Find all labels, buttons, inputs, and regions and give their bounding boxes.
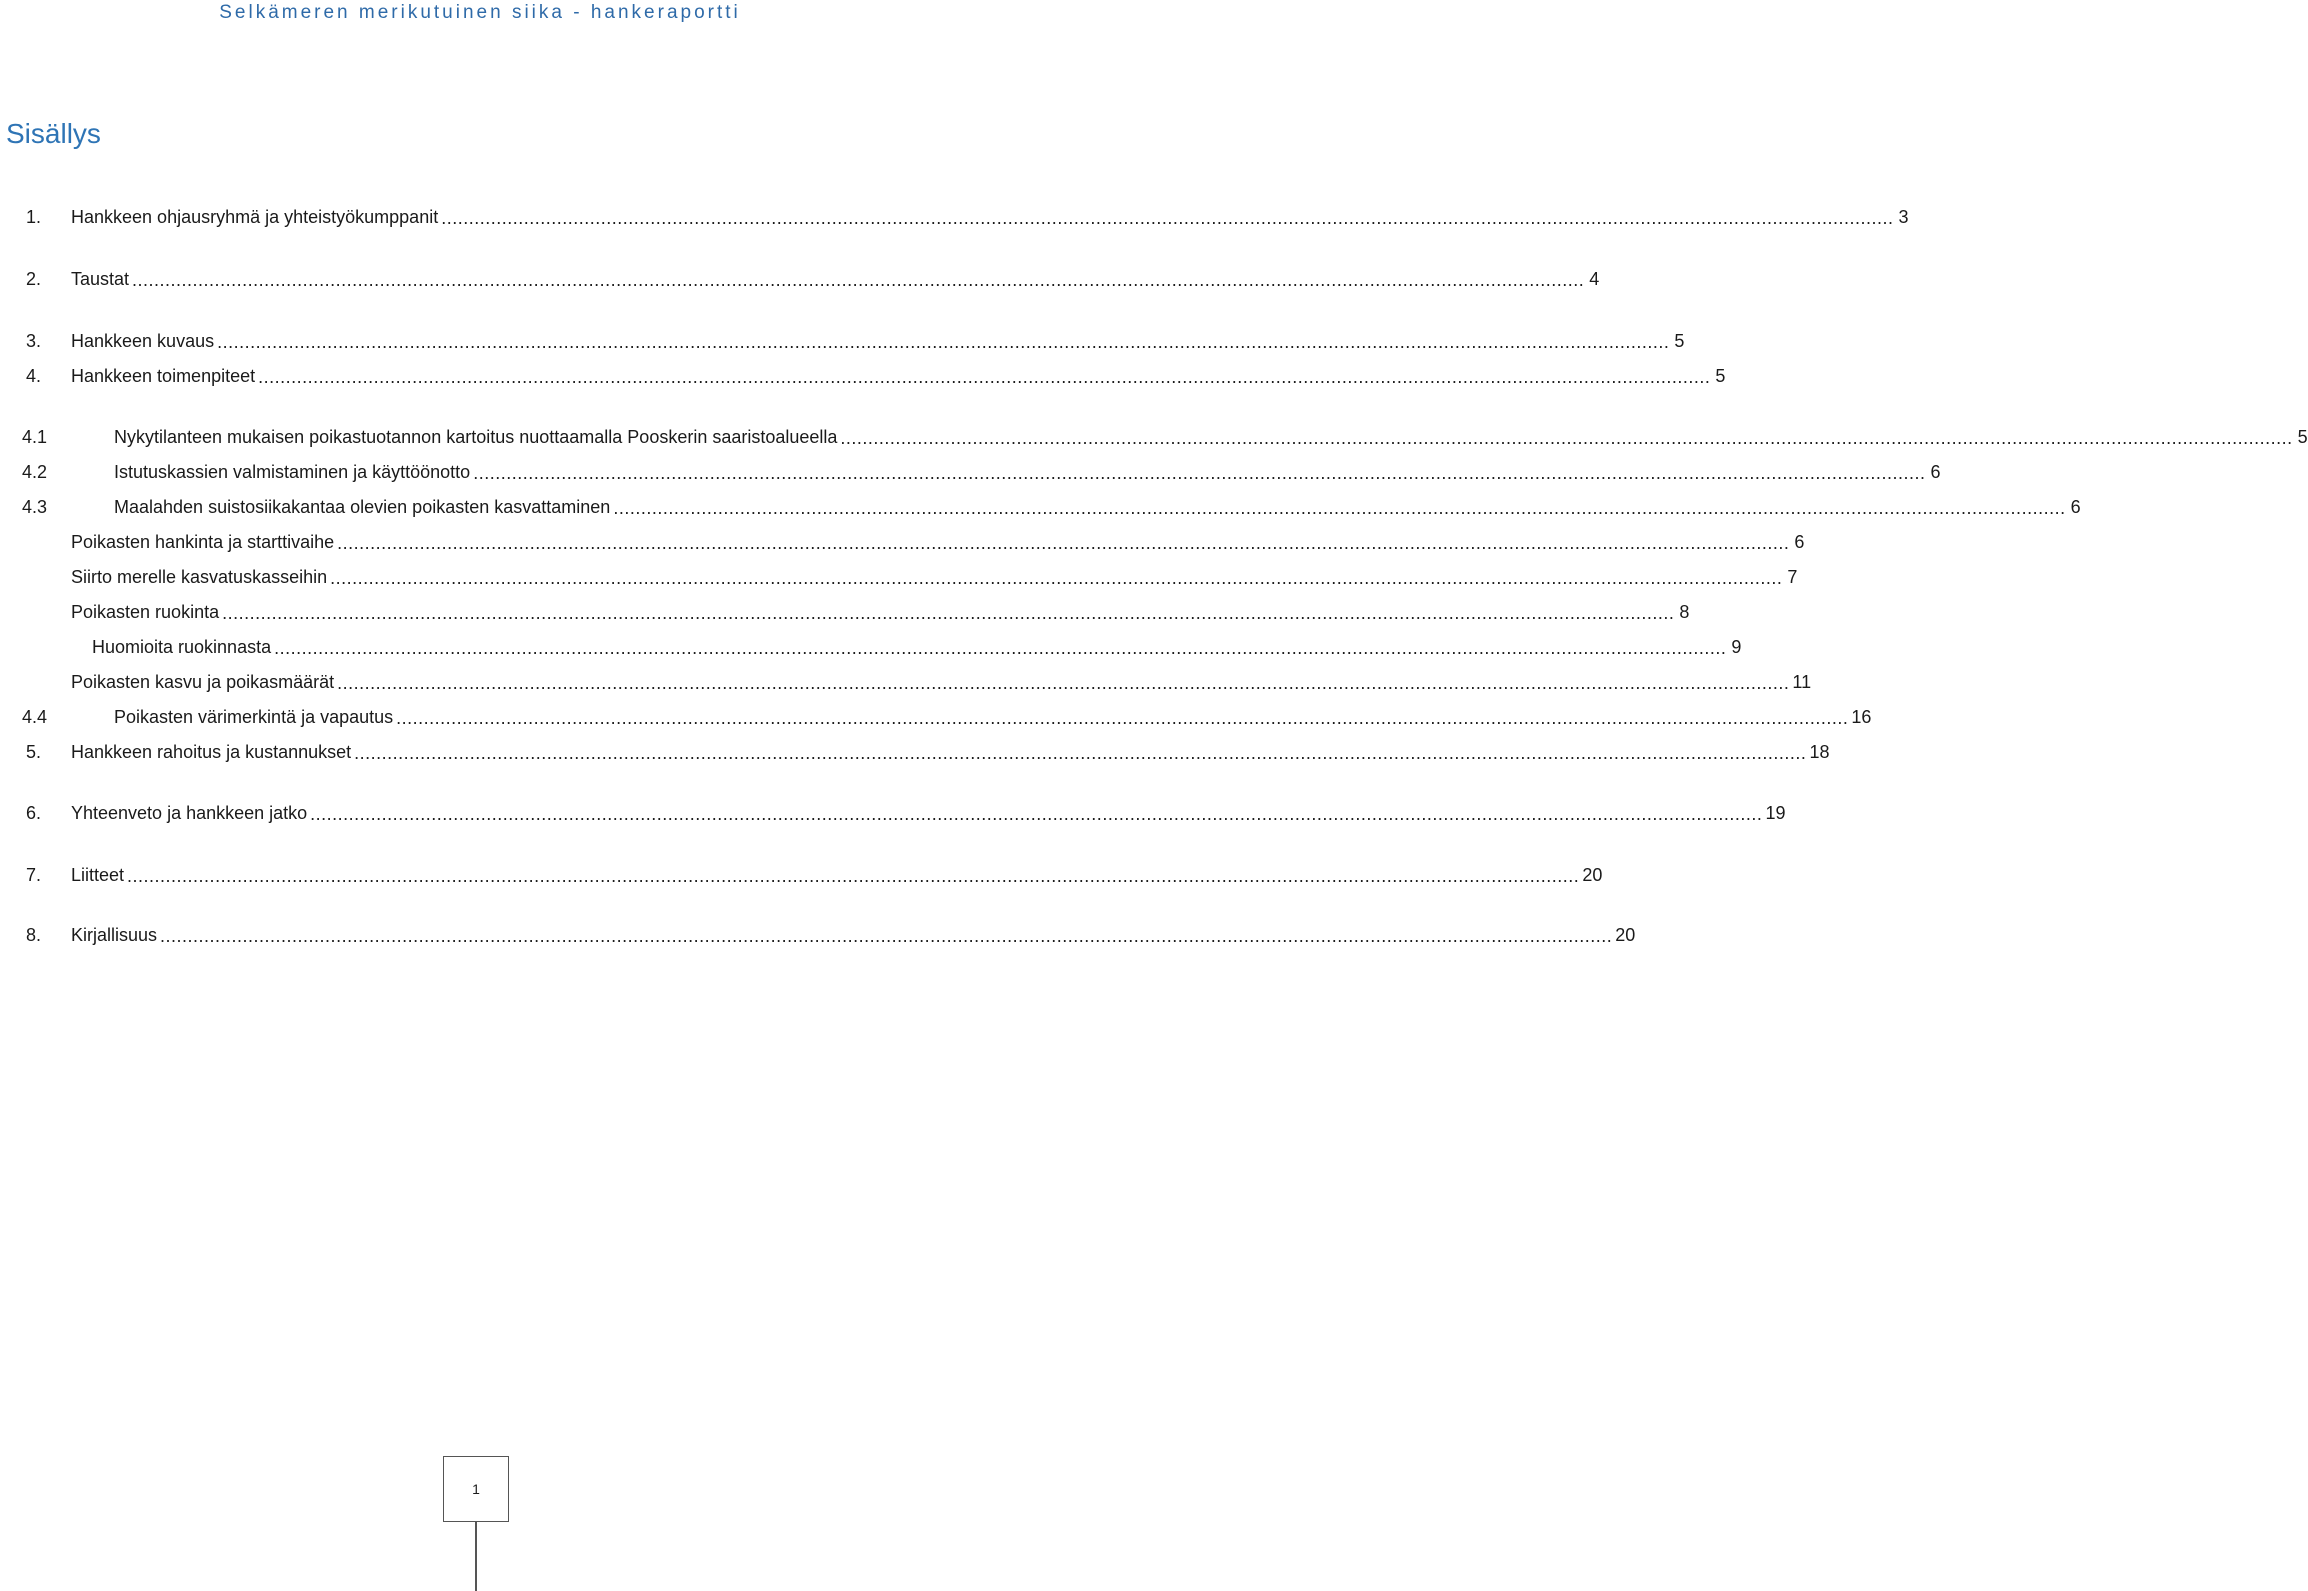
toc-dot-leader [160,927,1612,950]
toc-entry-page: 20 [1615,924,1636,945]
toc-dot-leader [127,867,1579,890]
toc-entry-title: Hankkeen kuvaus [71,330,215,351]
toc-entry-number: 8. [26,924,42,945]
page-number: 1 [472,1481,480,1497]
toc-entry-number: 2. [26,268,42,289]
page-number-connector-line [475,1522,477,1591]
toc-entry-page: 3 [1898,206,1909,227]
toc-entry-6[interactable] [26,798,1786,828]
toc-entry-4-1[interactable] [22,422,2308,452]
toc-dot-leader [441,209,1893,232]
toc-entry-title: Maalahden suistosiikakantaa olevien poikasten kasvattaminen [114,496,611,517]
toc-entry-page: 20 [1582,864,1603,885]
toc-entry-number: 3. [26,330,42,351]
toc-entry-title: Poikasten värimerkintä ja vapautus [114,706,394,727]
running-header: Selkämeren merikutuinen siika - hankeraportti [219,2,741,23]
toc-entry-3[interactable] [26,326,1685,356]
toc-entry-huomioita-ruokinnasta[interactable] [92,632,1742,662]
toc-entry-title: Poikasten kasvu ja poikasmäärät [71,671,335,692]
toc-dot-leader [337,674,1789,697]
toc-dot-leader [473,464,1925,487]
toc-entry-siirto-merelle[interactable] [71,562,1798,592]
toc-entry-title: Liitteet [71,864,125,885]
toc-entry-number: 5. [26,741,42,762]
toc-entry-page: 8 [1679,601,1690,622]
toc-entry-title: Hankkeen ohjausryhmä ja yhteistyökumppanit [71,206,439,227]
toc-entry-title: Yhteenveto ja hankkeen jatko [71,802,308,823]
toc-dot-leader [613,499,2065,522]
page-number-box [443,1456,509,1522]
toc-entry-4-2[interactable] [22,457,1941,487]
toc-entry-page: 9 [1731,636,1742,657]
toc-entry-number: 7. [26,864,42,885]
toc-entry-2[interactable] [26,264,1600,294]
toc-dot-leader [337,534,1789,557]
toc-entry-page: 5 [1674,330,1685,351]
toc-entry-title: Poikasten hankinta ja starttivaihe [71,531,335,552]
toc-entry-page: 16 [1851,706,1872,727]
toc-entry-number: 4.3 [22,496,48,517]
toc-entry-title: Taustat [71,268,130,289]
toc-entry-5[interactable] [26,737,1830,767]
toc-entry-page: 5 [1715,365,1726,386]
toc-entry-title: Nykytilanteen mukaisen poikastuotannon kartoitus nuottaamalla Pooskerin saaristoalueella [114,426,838,447]
toc-entry-4-3[interactable] [22,492,2081,522]
toc-dot-leader [310,805,1762,828]
toc-dot-leader [222,604,1674,627]
toc-entry-page: 7 [1787,566,1798,587]
toc-entry-page: 5 [2297,426,2308,447]
toc-entry-page: 6 [2070,496,2081,517]
toc-dot-leader [274,639,1726,662]
toc-entry-title: Siirto merelle kasvatuskasseihin [71,566,328,587]
toc-dot-leader [354,744,1806,767]
toc-entry-1[interactable] [26,202,1909,232]
toc-entry-title: Kirjallisuus [71,924,158,945]
toc-heading: Sisällys [6,118,101,149]
toc-entry-page: 6 [1930,461,1941,482]
toc-entry-7[interactable] [26,860,1603,890]
toc-entry-title: Hankkeen toimenpiteet [71,365,256,386]
toc-entry-number: 6. [26,802,42,823]
toc-entry-title: Hankkeen rahoitus ja kustannukset [71,741,352,762]
toc-entry-page: 4 [1589,268,1600,289]
toc-entry-title: Istutuskassien valmistaminen ja käyttöönotto [114,461,471,482]
toc-dot-leader [840,429,2292,452]
toc-dot-leader [132,271,1584,294]
toc-entry-number: 4. [26,365,42,386]
toc-entry-poikasten-kasvu[interactable] [71,667,1812,697]
toc-dot-leader [396,709,1848,732]
toc-entry-4-4[interactable] [22,702,1872,732]
toc-entry-page: 6 [1794,531,1805,552]
toc-entry-page: 18 [1809,741,1830,762]
toc-dot-leader [330,569,1782,592]
toc-entry-title: Poikasten ruokinta [71,601,220,622]
toc-entry-page: 19 [1765,802,1786,823]
toc-entry-number: 1. [26,206,42,227]
toc-dot-leader [217,333,1669,356]
toc-entry-poikasten-hankinta[interactable] [71,527,1805,557]
toc-entry-page: 11 [1792,671,1812,692]
toc-entry-number: 4.1 [22,426,48,447]
toc-entry-poikasten-ruokinta[interactable] [71,597,1690,627]
toc-entry-4[interactable] [26,361,1726,391]
toc-entry-title: Huomioita ruokinnasta [92,636,272,657]
toc-entry-number: 4.4 [22,706,48,727]
toc-entry-8[interactable] [26,920,1636,950]
toc-dot-leader [258,368,1710,391]
toc-entry-number: 4.2 [22,461,48,482]
